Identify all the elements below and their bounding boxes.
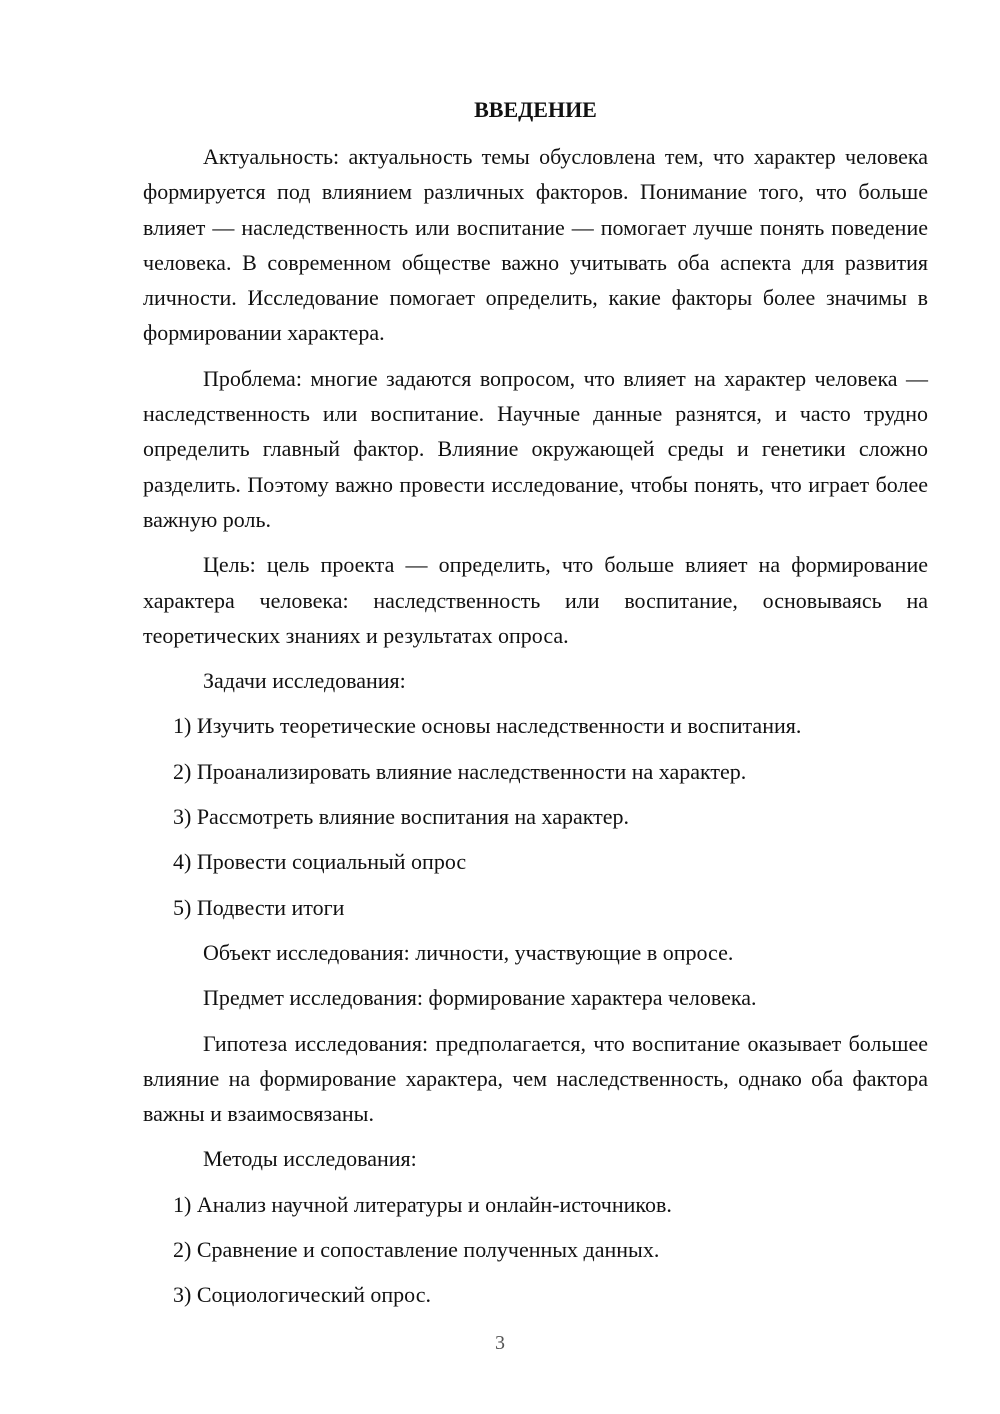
methods-heading: Методы исследования:	[203, 1146, 417, 1172]
research-hypothesis: Гипотеза исследования: предполагается, что воспитание оказывает большее влияние на формирование характера, чем наследственность, однако оба фактора важны и взаимосвязаны.	[143, 1030, 928, 1127]
research-subject: Предмет исследования: формирование характера человека.	[203, 985, 757, 1011]
page-number: 3	[495, 1332, 505, 1354]
method-item: 2) Сравнение и сопоставление полученных данных.	[173, 1237, 660, 1263]
method-item: 1) Анализ научной литературы и онлайн-источников.	[173, 1191, 672, 1217]
task-item: 4) Провести социальный опрос	[173, 849, 467, 875]
research-object: Объект исследования: личности, участвующие в опросе.	[203, 939, 734, 965]
page-title: ВВЕДЕНИЕ	[474, 97, 597, 122]
page-content	[143, 92, 928, 1323]
task-item: 5) Подвести итоги	[173, 894, 345, 920]
task-item: 1) Изучить теоретические основы наследственности и воспитания.	[173, 713, 802, 739]
paragraph-relevance: Актуальность: актуальность темы обусловлена тем, что характер человека формируется под влиянием различных факторов. Понимание того, что больше влияет — наследственность или воспитание — помогает лучше понять поведение человека. В современном обществе важно учитывать оба аспекта для развития личности. Исследование помогает определить, какие факторы более значимы в формировании характера.	[143, 144, 928, 346]
method-item: 3) Социологический опрос.	[173, 1282, 431, 1308]
tasks-heading: Задачи исследования:	[203, 668, 406, 694]
task-item: 2) Проанализировать влияние наследственности на характер.	[173, 758, 747, 784]
paragraph-goal: Цель: цель проекта — определить, что больше влияет на формирование характера человека: наследственность или воспитание, основываясь на теоретических знаниях и результатах опроса.	[143, 552, 928, 648]
task-item: 3) Рассмотреть влияние воспитания на характер.	[173, 804, 630, 830]
paragraph-problem: Проблема: многие задаются вопросом, что влияет на характер человека — наследственность или воспитание. Научные данные разнятся, и часто трудно определить главный фактор. Влияние окружающей среды и генетики сложно разделить. Поэтому важно провести исследование, чтобы понять, что играет более важную роль.	[143, 365, 928, 532]
